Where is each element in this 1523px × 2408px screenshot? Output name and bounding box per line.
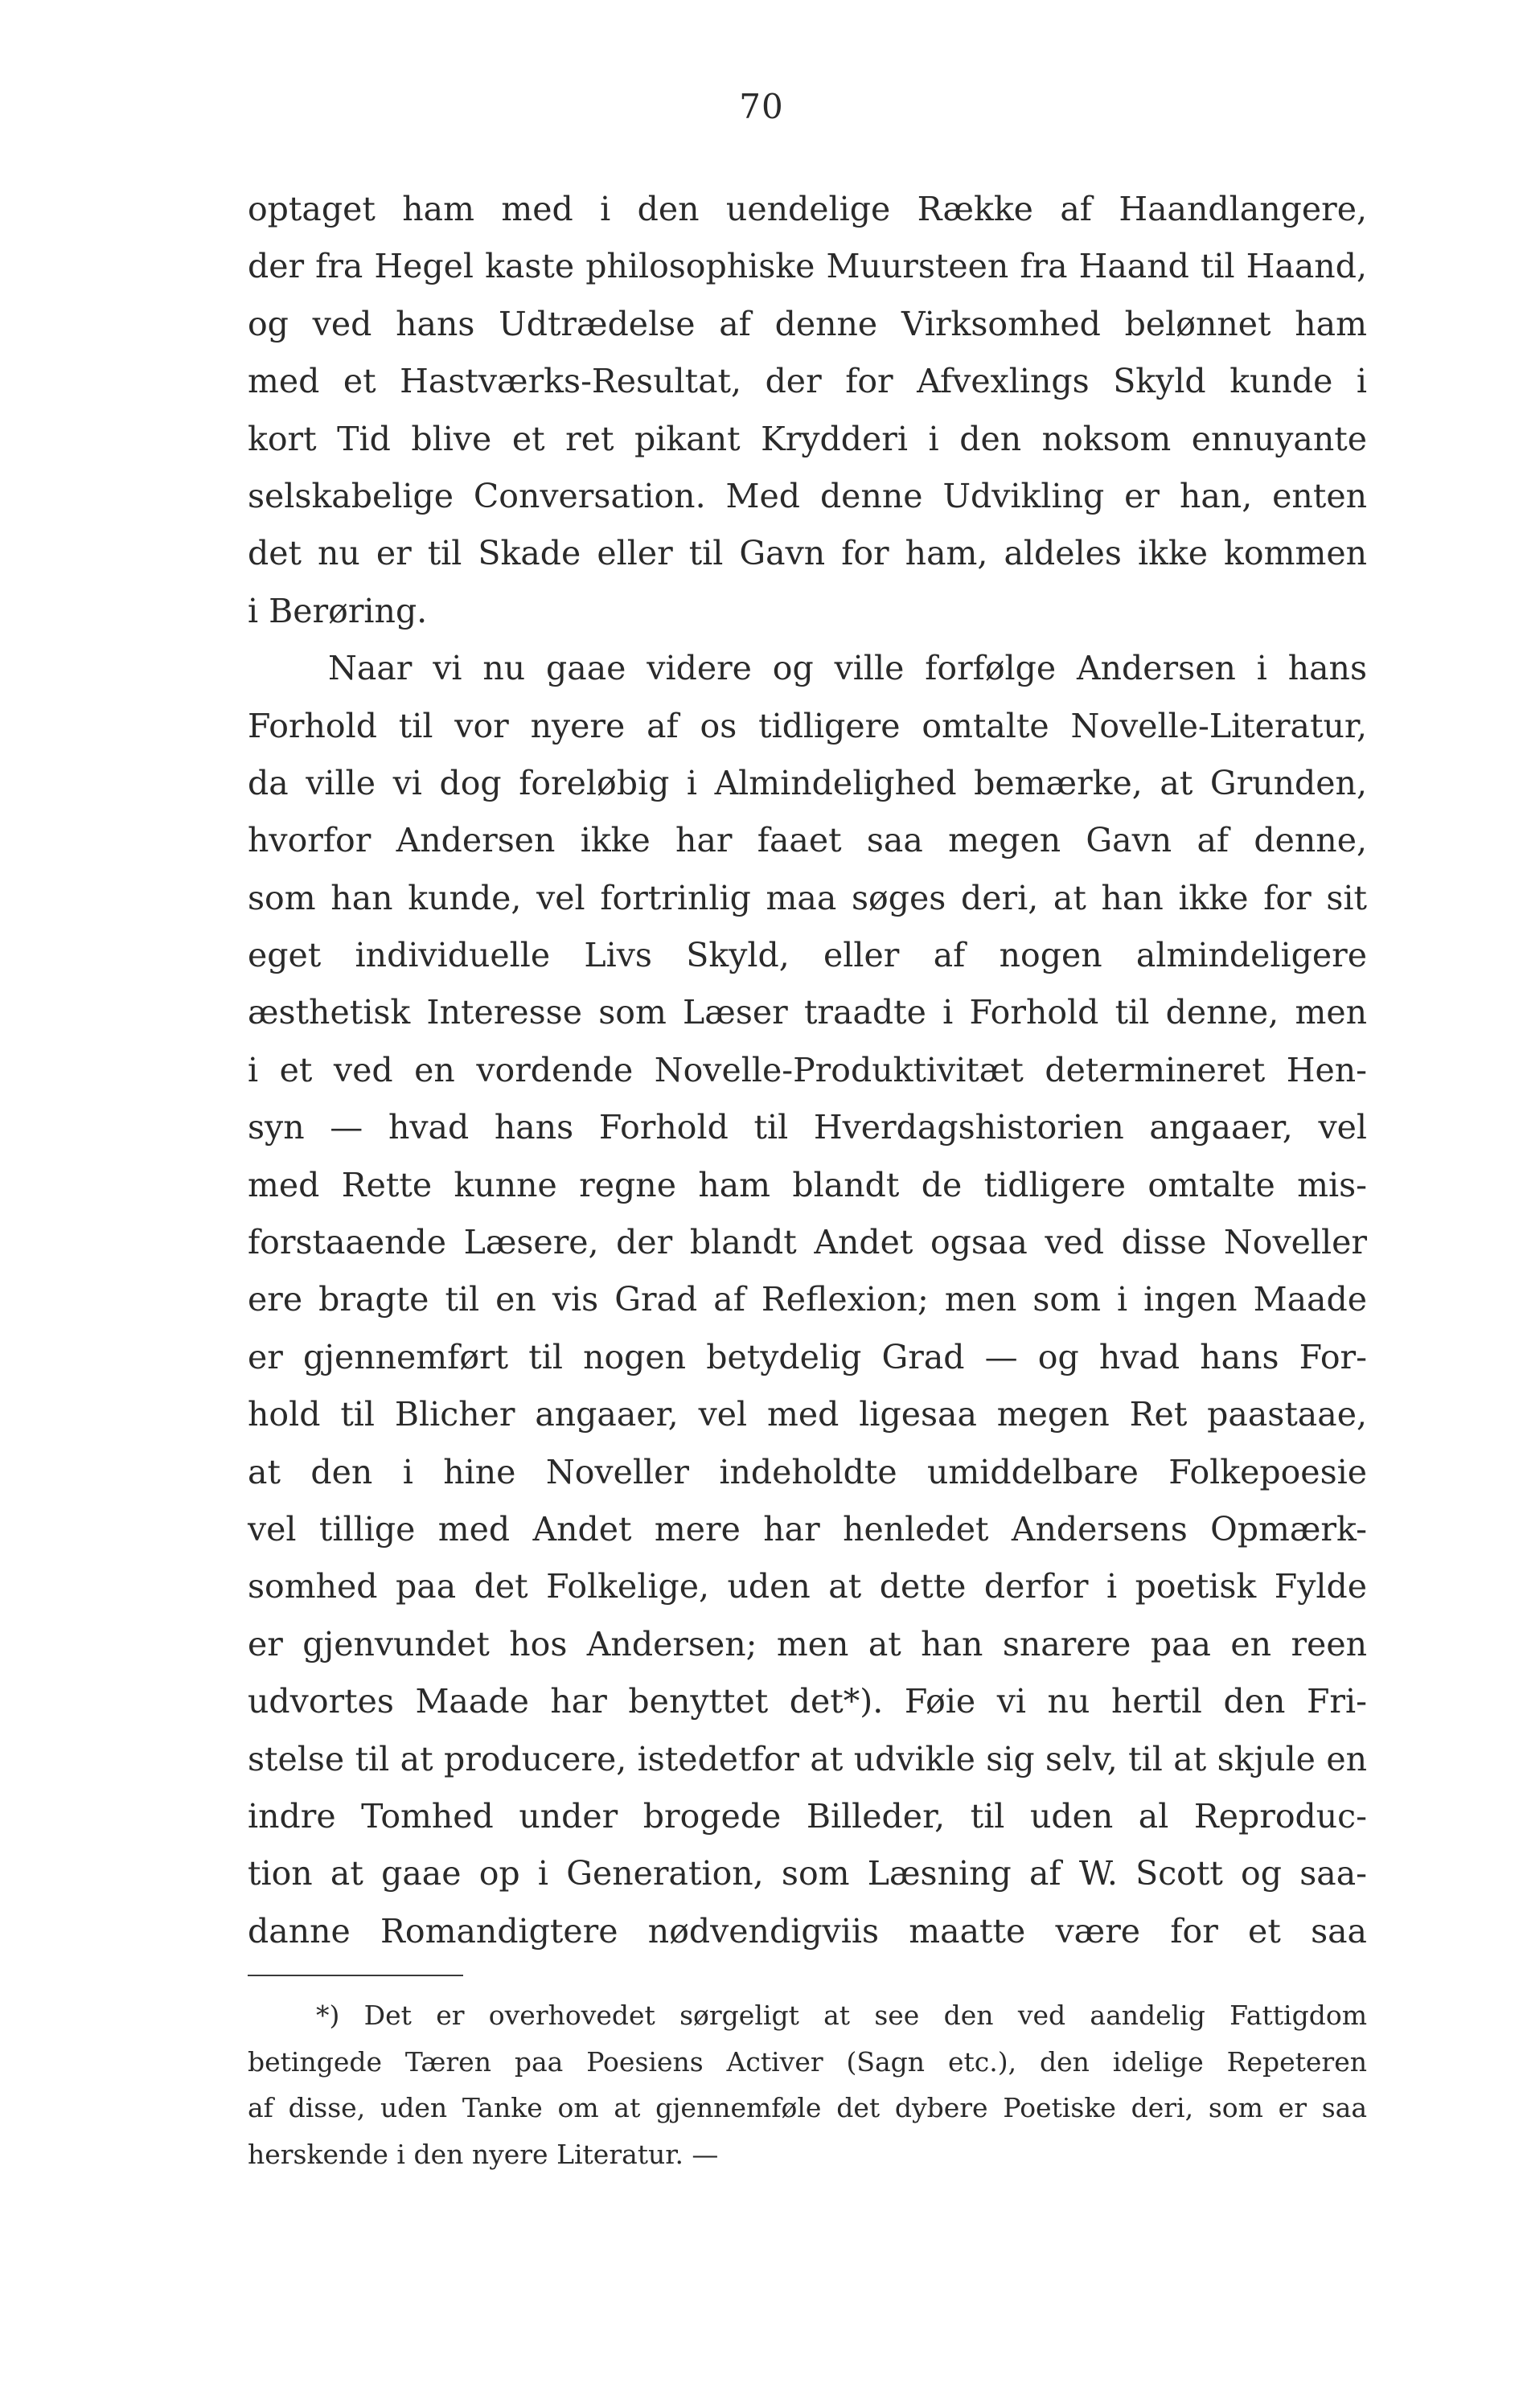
text-line: er gjenvundet hos Andersen; men at han snarere paa en reen: [248, 1624, 1367, 1663]
footnote-line: *) Det er overhovedet sørgeligt at see den ved aandelig Fattigdom: [316, 2000, 1367, 2031]
text-line: da ville vi dog foreløbig i Almindelighed bemærke, at Grunden,: [248, 763, 1367, 802]
text-line: udvortes Maade har benyttet det*). Føie vi nu hertil den Fri-: [248, 1682, 1367, 1721]
main-text: [248, 181, 1367, 1960]
text-line: æsthetisk Interesse som Læser traadte i Forhold til denne, men: [248, 993, 1367, 1032]
footnote-divider: [248, 1975, 463, 1976]
footnote-line: af disse, uden Tanke om at gjennemføle det dybere Poetiske deri, som er saa: [248, 2092, 1367, 2123]
text-line: med Rette kunne regne ham blandt de tidligere omtalte mis-: [248, 1165, 1367, 1204]
footnote: [248, 1992, 1367, 2177]
text-line: forstaaende Læsere, der blandt Andet ogsaa ved disse Noveller: [248, 1223, 1367, 1262]
text-line: der fra Hegel kaste philosophiske Muursteen fra Haand til Haand,: [248, 247, 1367, 286]
text-line: hold til Blicher angaaer, vel med ligesaa megen Ret paastaae,: [248, 1395, 1367, 1434]
text-line: hvorfor Andersen ikke har faaet saa megen Gavn af denne,: [248, 821, 1367, 860]
text-line: stelse til at producere, istedetfor at udvikle sig selv, til at skjule en: [248, 1739, 1367, 1778]
text-line: i et ved en vordende Novelle-Produktivitæt determineret Hen-: [248, 1050, 1367, 1089]
page-number: 70: [739, 87, 784, 126]
footnote-line: herskende i den nyere Literatur. —: [248, 2138, 719, 2170]
footnote-line: betingede Tæren paa Poesiens Activer (Sagn etc.), den idelige Repeteren: [248, 2045, 1367, 2078]
text-line: eget individuelle Livs Skyld, eller af nogen almindeligere: [248, 936, 1367, 975]
text-line: vel tillige med Andet mere har henledet Andersens Opmærk-: [248, 1509, 1367, 1549]
paragraph-1: [248, 181, 1367, 640]
text-line: selskabelige Conversation. Med denne Udvikling er han, enten: [248, 476, 1367, 515]
text-line: somhed paa det Folkelige, uden at dette derfor i poetisk Fylde: [248, 1567, 1367, 1606]
text-line: at den i hine Noveller indeholdte umiddelbare Folkepoesie: [248, 1452, 1367, 1491]
text-line: Forhold til vor nyere af os tidligere omtalte Novelle-Literatur,: [248, 706, 1367, 745]
text-line: det nu er til Skade eller til Gavn for ham, aldeles ikke kommen: [248, 534, 1367, 573]
paragraph-2: [248, 640, 1367, 1960]
text-line: kort Tid blive et ret pikant Krydderi i den noksom ennuyante: [248, 419, 1367, 458]
text-line: danne Romandigtere nødvendigviis maatte være for et saa: [248, 1911, 1367, 1951]
text-line: i Berøring.: [248, 591, 428, 630]
text-line: optaget ham med i den uendelige Række af Haandlangere,: [248, 190, 1367, 228]
text-line: indre Tomhed under brogede Billeder, til uden al Reproduc-: [248, 1796, 1367, 1836]
text-line: tion at gaae op i Generation, som Læsning af W. Scott og saa-: [248, 1854, 1367, 1893]
text-line: syn — hvad hans Forhold til Hverdagshistorien angaaer, vel: [248, 1108, 1367, 1147]
text-line: med et Hastværks-Resultat, der for Afvexlings Skyld kunde i: [248, 362, 1367, 401]
text-line: og ved hans Udtrædelse af denne Virksomhed belønnet ham: [248, 304, 1367, 343]
text-line: er gjennemført til nogen betydelig Grad — og hvad hans For-: [248, 1337, 1367, 1376]
text-line: ere bragte til en vis Grad af Reflexion; men som i ingen Maade: [248, 1280, 1367, 1319]
text-line: som han kunde, vel fortrinlig maa søges deri, at han ikke for sit: [248, 878, 1367, 917]
text-line: Naar vi nu gaae videre og ville forfølge Andersen i hans: [328, 649, 1367, 688]
